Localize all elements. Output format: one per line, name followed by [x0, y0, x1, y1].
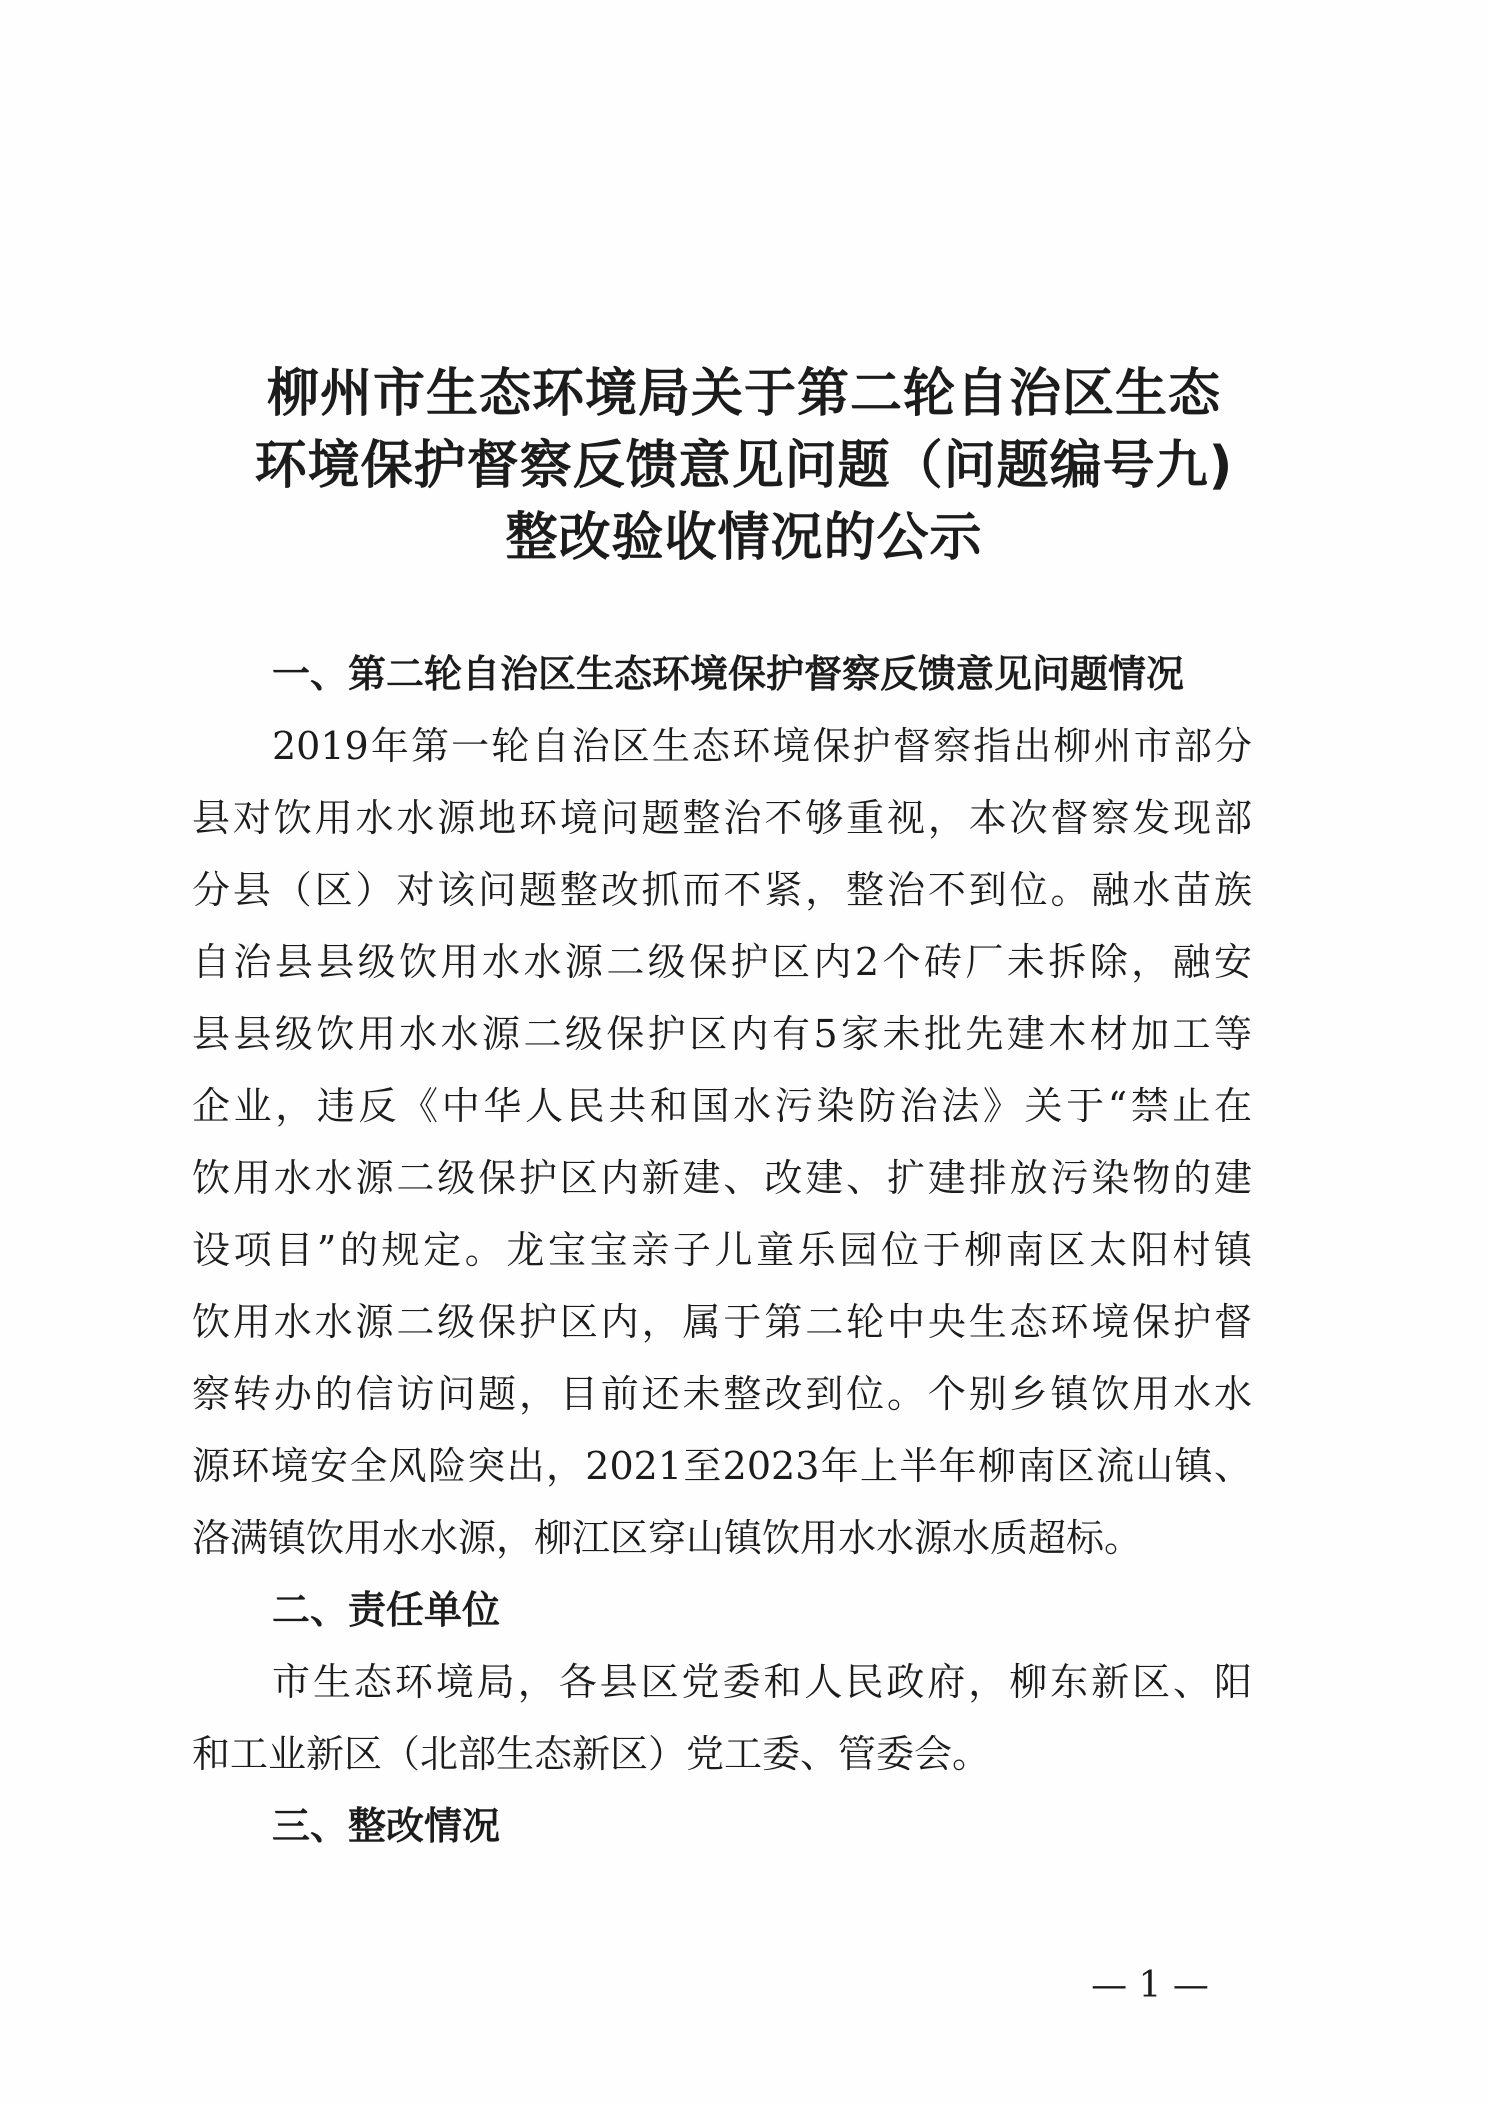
document-title-line-3: 整改验收情况的公示: [505, 508, 983, 568]
page-number: — 1 —: [1091, 1965, 1209, 2006]
section-2-heading: 二、责任单位: [272, 1588, 501, 1632]
paragraph-line: 饮用水水源二级保护区内，属于第二轮中央生态环境保护督: [192, 1300, 1252, 1344]
paragraph-line: 市生态环境局，各县区党委和人民政府，柳东新区、阳: [272, 1660, 1252, 1704]
paragraph-line: 和工业新区（北部生态新区）党工委、管委会。: [192, 1732, 991, 1776]
paragraph-line: 源环境安全风险突出，2021至2023年上半年柳南区流山镇、: [192, 1444, 1252, 1488]
paragraph-line: 洛满镇饮用水水源，柳江区穿山镇饮用水水源水质超标。: [192, 1516, 1143, 1560]
paragraph-line: 2019年第一轮自治区生态环境保护督察指出柳州市部分: [272, 724, 1252, 768]
paragraph-line: 分县（区）对该问题整改抓而不紧，整治不到位。融水苗族: [192, 868, 1252, 912]
document-title-line-2: 环境保护督察反馈意见问题（问题编号九): [254, 436, 1234, 496]
paragraph-line: 察转办的信访问题，目前还未整改到位。个别乡镇饮用水水: [192, 1372, 1252, 1416]
document-title-line-1: 柳州市生态环境局关于第二轮自治区生态: [266, 364, 1221, 424]
paragraph-line: 县县级饮用水水源二级保护区内有5家未批先建木材加工等: [192, 1012, 1252, 1056]
paragraph-line: 设项目”的规定。龙宝宝亲子儿童乐园位于柳南区太阳村镇: [192, 1228, 1252, 1272]
paragraph-line: 自治县县级饮用水水源二级保护区内2个砖厂未拆除，融安: [192, 940, 1252, 984]
section-3-heading: 三、整改情况: [272, 1804, 501, 1848]
paragraph-line: 饮用水水源二级保护区内新建、改建、扩建排放污染物的建: [192, 1156, 1252, 1200]
section-1-heading: 一、第二轮自治区生态环境保护督察反馈意见问题情况: [272, 652, 1185, 696]
paragraph-line: 企业，违反《中华人民共和国水污染防治法》关于“禁止在: [192, 1084, 1252, 1128]
paragraph-line: 县对饮用水水源地环境问题整治不够重视，本次督察发现部: [192, 796, 1252, 840]
